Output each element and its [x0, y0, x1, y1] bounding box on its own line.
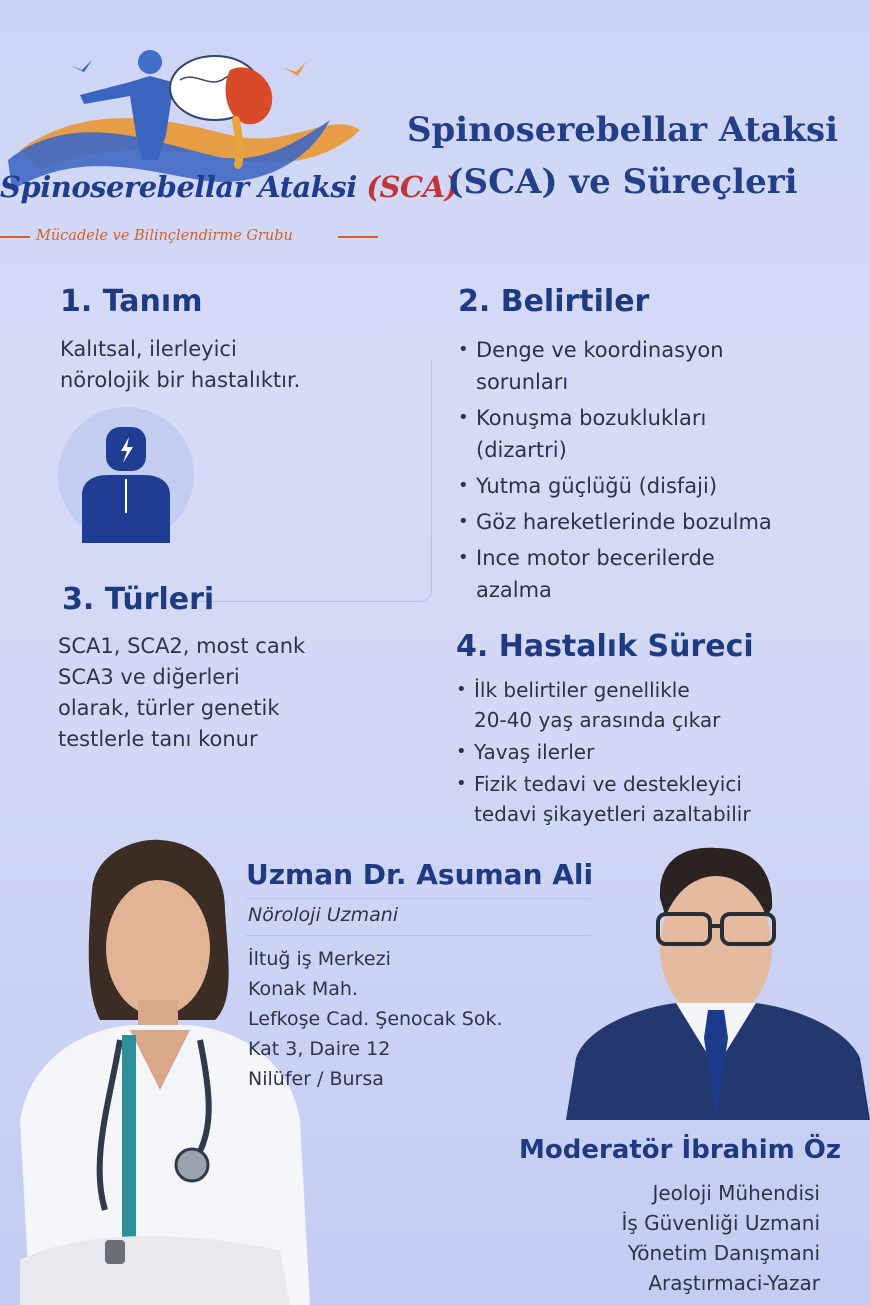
belirtiler-heading: 2. Belirtiler — [458, 284, 650, 319]
logo-title: Spinoserebellar Ataksi (SCA) — [0, 170, 458, 204]
page-title — [380, 104, 865, 208]
address-line: Nilüfer / Bursa — [248, 1068, 384, 1090]
logo-person-head — [138, 50, 162, 74]
divider — [246, 935, 591, 936]
list-item: • Fizik tedavi ve destekleyici tedavi şikayetleri azaltabilir — [454, 769, 834, 829]
section-divider — [392, 360, 432, 602]
list-item: • Denge ve koordinasyon sorunları — [456, 334, 836, 398]
list-item: • Yavaş ilerler — [454, 737, 834, 767]
address-line: Kat 3, Daire 12 — [248, 1038, 391, 1060]
belirtiler-list — [456, 334, 836, 610]
list-item: • Yutma güçlüğü (disfaji) — [456, 470, 836, 502]
divider — [246, 898, 591, 899]
turleri-text — [58, 631, 388, 755]
moderator-title-line: Jeoloji Mühendisi — [652, 1181, 820, 1205]
section-divider-horizontal — [190, 601, 420, 602]
list-item: • Göz hareketlerinde bozulma — [456, 506, 836, 538]
moderator-title-line: Araştırmaci-Yazar — [648, 1271, 820, 1295]
logo-underline-right — [338, 236, 378, 238]
surec-heading: 4. Hastalık Süreci — [456, 629, 754, 664]
moderator-title-line: Yönetim Danışmani — [627, 1241, 820, 1265]
address-line: Konak Mah. — [248, 978, 358, 1000]
tanim-text-line1: Kalıtsal, ilerleyici — [60, 337, 237, 361]
tanim-heading: 1. Tanım — [60, 284, 203, 319]
page-title-line1: Spinoserebellar Ataksi — [406, 110, 839, 150]
tanim-text-line2: nörolojik bir hastalıktır. — [60, 368, 301, 392]
moderator-name: Moderatör İbrahim Öz — [519, 1135, 841, 1165]
person-bolt-icon — [58, 407, 194, 543]
address-line: İltuğ iş Merkezi — [248, 948, 391, 970]
page-title-line2: (SCA) ve Süreçleri — [447, 162, 798, 202]
turleri-line: SCA1, SCA2, most cank — [58, 634, 306, 658]
list-item: • İlk belirtiler genellikle 20-40 yaş arasında çıkar — [454, 675, 834, 735]
moderator-title-line: İş Güvenliği Uzmani — [621, 1211, 820, 1235]
turleri-line: SCA3 ve diğerleri — [58, 665, 240, 689]
address-line: Lefkoşe Cad. Şenocak Sok. — [248, 1008, 503, 1030]
doctor-role: Nöroloji Uzmani — [248, 904, 399, 926]
logo-underline-left — [0, 236, 30, 238]
moderator-photo — [566, 838, 870, 1120]
list-item: • Ince motor becerilerde azalma — [456, 542, 836, 606]
turleri-line: olarak, türler genetik — [58, 696, 280, 720]
sca-logo — [0, 40, 458, 255]
doctor-name: Uzman Dr. Asuman Ali — [246, 858, 594, 891]
logo-subtitle: Mücadele ve Bilinçlendirme Grubu — [36, 228, 293, 244]
list-item: • Konuşma bozuklukları (dizartri) — [456, 402, 836, 466]
surec-list — [454, 675, 834, 831]
turleri-line: testlerle tanı konur — [58, 727, 258, 751]
turleri-heading: 3. Türleri — [62, 582, 215, 617]
doctor-address — [248, 944, 578, 1094]
moderator-titles — [520, 1178, 820, 1298]
tanim-text — [60, 334, 390, 396]
